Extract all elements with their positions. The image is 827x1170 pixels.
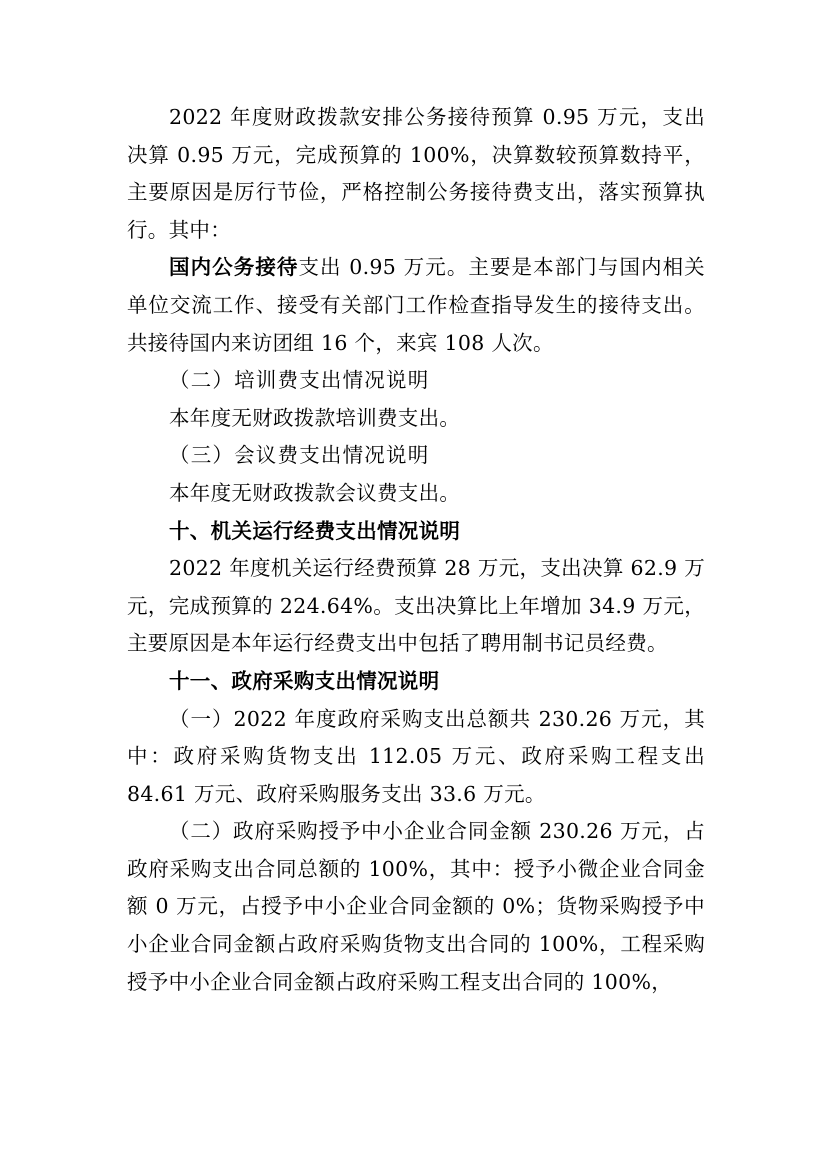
meeting-heading: （三）会议费支出情况说明 xyxy=(169,443,430,468)
section-11-heading: 十一、政府采购支出情况说明 xyxy=(169,668,440,693)
domestic-reception-paragraph xyxy=(127,249,705,362)
domestic-reception-text: 支出 0.95 万元。主要是本部门与国内相关单位交流工作、接受有关部门工作检查指导发生的接待支出。共接待国内来访团组 16 个，来宾 108 人次。 xyxy=(127,255,705,355)
procurement-total-paragraph: （一）2022 年度政府采购支出总额共 230.26 万元，其中：政府采购货物支出 112.05 万元、政府采购工程支出 84.61 万元、政府采购服务支出 33.6 万元。 xyxy=(127,706,705,806)
training-heading: （二）培训费支出情况说明 xyxy=(169,368,430,393)
domestic-reception-label: 国内公务接待 xyxy=(169,255,299,280)
section-10-paragraph: 2022 年度机关运行经费预算 28 万元，支出决算 62.9 万元，完成预算的 224.64%。支出决算比上年增加 34.9 万元，主要原因是本年运行经费支出中包括了聘用制书记员经费。 xyxy=(127,556,705,656)
procurement-sme-paragraph: （二）政府采购授予中小企业合同金额 230.26 万元，占政府采购支出合同总额的 100%，其中：授予小微企业合同金额 0 万元，占授予中小企业合同金额的 0%；货物采购授予中小企业合同金额占政府采购货物支出合同的 100%，工程采购授予中小企业合同金额占政府采购工程支出合同的 100%， xyxy=(127,819,705,994)
section-10-heading: 十、机关运行经费支出情况说明 xyxy=(169,518,461,543)
document-body xyxy=(127,99,705,1001)
training-text: 本年度无财政拨款培训费支出。 xyxy=(169,405,461,430)
reception-budget-paragraph: 2022 年度财政拨款安排公务接待预算 0.95 万元，支出决算 0.95 万元，完成预算的 100%，决算数较预算数持平，主要原因是厉行节俭，严格控制公务接待费支出，落实预算执行。其中： xyxy=(127,105,705,242)
meeting-text: 本年度无财政拨款会议费支出。 xyxy=(169,480,461,505)
